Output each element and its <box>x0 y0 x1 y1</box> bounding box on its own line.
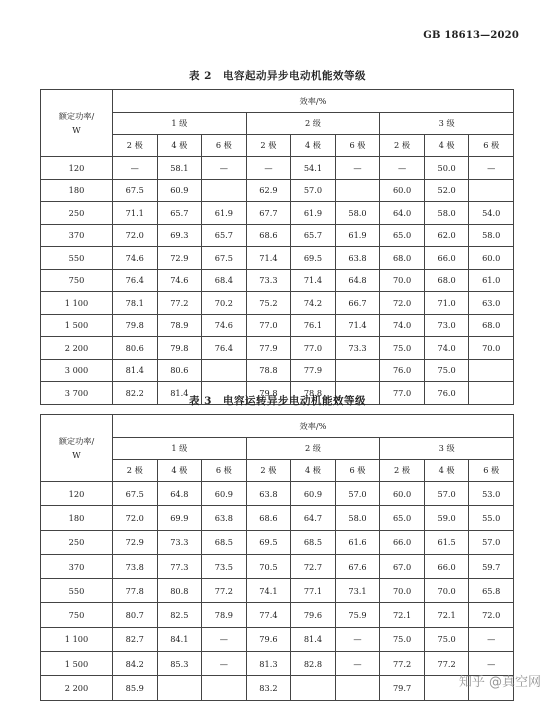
efficiency-cell: 85.9 <box>113 676 158 700</box>
efficiency-cell: 81.4 <box>113 359 158 382</box>
efficiency-cell: — <box>202 652 247 676</box>
rated-power-cell: 2 200 <box>41 337 113 360</box>
efficiency-cell: 73.0 <box>424 314 469 337</box>
efficiency-cell: 64.0 <box>380 202 425 225</box>
efficiency-cell: 60.0 <box>469 247 514 270</box>
table-row <box>41 530 514 554</box>
efficiency-cell <box>157 676 202 700</box>
efficiency-cell: 61.5 <box>424 530 469 554</box>
rated-power-cell: 750 <box>41 603 113 627</box>
efficiency-cell: 72.9 <box>157 247 202 270</box>
efficiency-cell: 84.2 <box>113 652 158 676</box>
grade-header: 2 级 <box>246 438 380 460</box>
pole-header: 2 极 <box>113 460 158 482</box>
efficiency-cell: 79.8 <box>246 382 291 405</box>
efficiency-cell: 62.0 <box>424 224 469 247</box>
efficiency-cell: — <box>202 157 247 180</box>
efficiency-cell: 70.5 <box>246 554 291 578</box>
efficiency-cell: 71.4 <box>335 314 380 337</box>
efficiency-cell: 67.6 <box>335 554 380 578</box>
efficiency-cell: 77.9 <box>291 359 336 382</box>
efficiency-cell: 65.0 <box>380 224 425 247</box>
efficiency-cell: — <box>469 627 514 651</box>
rated-power-cell: 750 <box>41 269 113 292</box>
efficiency-cell: 65.7 <box>291 224 336 247</box>
efficiency-cell: 67.5 <box>202 247 247 270</box>
efficiency-cell: 81.4 <box>291 627 336 651</box>
pole-header: 4 极 <box>157 460 202 482</box>
pole-header: 6 极 <box>202 135 247 157</box>
efficiency-cell: 82.7 <box>113 627 158 651</box>
efficiency-cell: 72.0 <box>469 603 514 627</box>
table3-efficiency-grades <box>40 414 514 701</box>
efficiency-cell: 68.6 <box>246 506 291 530</box>
efficiency-cell: 58.0 <box>335 202 380 225</box>
table-row <box>41 506 514 530</box>
efficiency-cell: 67.0 <box>380 554 425 578</box>
efficiency-cell: 59.7 <box>469 554 514 578</box>
efficiency-cell: — <box>335 652 380 676</box>
efficiency-cell: — <box>335 157 380 180</box>
efficiency-cell <box>469 359 514 382</box>
efficiency-cell: 57.0 <box>424 482 469 506</box>
grade-header: 3 级 <box>380 113 514 135</box>
table-row <box>41 224 514 247</box>
efficiency-cell: 69.5 <box>246 530 291 554</box>
efficiency-cell: 59.0 <box>424 506 469 530</box>
efficiency-cell: 81.4 <box>157 382 202 405</box>
efficiency-cell: 73.5 <box>202 554 247 578</box>
efficiency-cell: 77.0 <box>246 314 291 337</box>
efficiency-cell: 65.8 <box>469 579 514 603</box>
efficiency-cell: 63.8 <box>246 482 291 506</box>
table-row <box>41 269 514 292</box>
efficiency-cell <box>335 179 380 202</box>
efficiency-cell <box>202 359 247 382</box>
efficiency-cell: 67.5 <box>113 179 158 202</box>
efficiency-cell: 68.0 <box>424 269 469 292</box>
efficiency-cell: 54.0 <box>469 202 514 225</box>
efficiency-cell: 76.4 <box>113 269 158 292</box>
efficiency-cell: 74.1 <box>246 579 291 603</box>
efficiency-cell: 70.0 <box>380 269 425 292</box>
efficiency-cell: 80.8 <box>157 579 202 603</box>
grade-header: 1 级 <box>113 438 247 460</box>
table-row <box>41 359 514 382</box>
rated-power-cell: 3 000 <box>41 359 113 382</box>
efficiency-cell: 63.8 <box>335 247 380 270</box>
pole-header: 4 极 <box>291 135 336 157</box>
table2-efficiency-grades <box>40 89 514 405</box>
efficiency-cell: 62.9 <box>246 179 291 202</box>
grade-header: 2 级 <box>246 113 380 135</box>
efficiency-cell: 60.9 <box>291 482 336 506</box>
efficiency-cell: 61.9 <box>335 224 380 247</box>
efficiency-cell: 80.6 <box>113 337 158 360</box>
table-row <box>41 482 514 506</box>
table-row <box>41 292 514 315</box>
efficiency-cell: 72.0 <box>380 292 425 315</box>
efficiency-cell: 71.4 <box>246 247 291 270</box>
efficiency-cell: 71.4 <box>291 269 336 292</box>
efficiency-cell: 75.9 <box>335 603 380 627</box>
pole-header: 2 极 <box>380 135 425 157</box>
pole-header: 6 极 <box>202 460 247 482</box>
table3-title: 表 3 电容运转异步电动机能效等级 <box>189 395 366 407</box>
efficiency-cell: 58.1 <box>157 157 202 180</box>
efficiency-cell: 82.5 <box>157 603 202 627</box>
rated-power-cell: 550 <box>41 247 113 270</box>
efficiency-header: 效率/% <box>113 90 514 113</box>
efficiency-cell: 74.6 <box>113 247 158 270</box>
efficiency-cell: 64.7 <box>291 506 336 530</box>
efficiency-cell: 78.9 <box>202 603 247 627</box>
rated-power-cell: 120 <box>41 157 113 180</box>
efficiency-cell: 79.7 <box>380 676 425 700</box>
efficiency-cell: 73.3 <box>246 269 291 292</box>
rated-power-cell: 550 <box>41 579 113 603</box>
pole-header: 2 极 <box>246 135 291 157</box>
efficiency-cell: 72.0 <box>113 224 158 247</box>
efficiency-cell: 74.6 <box>157 269 202 292</box>
efficiency-cell: 57.0 <box>469 530 514 554</box>
efficiency-cell: 60.9 <box>157 179 202 202</box>
efficiency-cell: 63.0 <box>469 292 514 315</box>
efficiency-cell: 71.0 <box>424 292 469 315</box>
efficiency-cell <box>335 676 380 700</box>
efficiency-cell: 53.0 <box>469 482 514 506</box>
efficiency-cell: — <box>113 157 158 180</box>
efficiency-cell <box>202 676 247 700</box>
pole-header: 4 极 <box>424 135 469 157</box>
efficiency-cell: 75.0 <box>380 337 425 360</box>
efficiency-cell: 57.0 <box>291 179 336 202</box>
efficiency-cell: 77.4 <box>246 603 291 627</box>
efficiency-cell: — <box>246 157 291 180</box>
table2-title: 表 2 电容起动异步电动机能效等级 <box>189 70 366 82</box>
efficiency-cell: 72.1 <box>424 603 469 627</box>
pole-header: 4 极 <box>424 460 469 482</box>
efficiency-cell: 58.0 <box>469 224 514 247</box>
efficiency-cell: 82.2 <box>113 382 158 405</box>
efficiency-cell: 69.3 <box>157 224 202 247</box>
efficiency-cell: 67.7 <box>246 202 291 225</box>
efficiency-cell: 69.9 <box>157 506 202 530</box>
efficiency-cell: 77.1 <box>291 579 336 603</box>
efficiency-cell: 79.8 <box>113 314 158 337</box>
efficiency-cell: 57.0 <box>335 482 380 506</box>
efficiency-cell: 77.0 <box>291 337 336 360</box>
efficiency-cell: 64.8 <box>157 482 202 506</box>
efficiency-cell: 72.9 <box>113 530 158 554</box>
efficiency-cell: 77.8 <box>113 579 158 603</box>
rated-power-cell: 1 500 <box>41 314 113 337</box>
efficiency-cell: 78.8 <box>246 359 291 382</box>
efficiency-cell: 73.3 <box>157 530 202 554</box>
efficiency-cell: 61.9 <box>291 202 336 225</box>
rated-power-cell: 1 100 <box>41 627 113 651</box>
efficiency-cell: 60.9 <box>202 482 247 506</box>
efficiency-cell: 76.0 <box>380 359 425 382</box>
grade-header: 3 级 <box>380 438 514 460</box>
pole-header: 6 极 <box>335 460 380 482</box>
rated-power-cell: 180 <box>41 506 113 530</box>
efficiency-cell: 79.8 <box>157 337 202 360</box>
efficiency-header: 效率/% <box>113 415 514 438</box>
efficiency-cell: 77.0 <box>380 382 425 405</box>
efficiency-cell: 74.2 <box>291 292 336 315</box>
efficiency-cell: 68.6 <box>246 224 291 247</box>
efficiency-cell: 60.0 <box>380 482 425 506</box>
efficiency-cell: 60.0 <box>380 179 425 202</box>
grade-header: 1 级 <box>113 113 247 135</box>
efficiency-cell: 75.0 <box>424 627 469 651</box>
efficiency-cell: 68.0 <box>469 314 514 337</box>
efficiency-cell: 80.6 <box>157 359 202 382</box>
rated-power-cell: 3 700 <box>41 382 113 405</box>
efficiency-cell: 79.6 <box>291 603 336 627</box>
efficiency-cell: 61.0 <box>469 269 514 292</box>
efficiency-cell: 75.0 <box>380 627 425 651</box>
efficiency-cell: 85.3 <box>157 652 202 676</box>
efficiency-cell: 58.0 <box>335 506 380 530</box>
efficiency-cell: 61.9 <box>202 202 247 225</box>
efficiency-cell: 78.8 <box>291 382 336 405</box>
efficiency-cell: 54.1 <box>291 157 336 180</box>
efficiency-cell: 70.0 <box>469 337 514 360</box>
pole-header: 4 极 <box>157 135 202 157</box>
efficiency-cell: 72.1 <box>380 603 425 627</box>
efficiency-cell: 74.0 <box>424 337 469 360</box>
efficiency-cell: 68.5 <box>291 530 336 554</box>
efficiency-cell: 74.6 <box>202 314 247 337</box>
table-row <box>41 652 514 676</box>
efficiency-cell: 75.2 <box>246 292 291 315</box>
efficiency-cell <box>335 359 380 382</box>
efficiency-cell: 71.1 <box>113 202 158 225</box>
table-row <box>41 202 514 225</box>
efficiency-cell: 76.1 <box>291 314 336 337</box>
efficiency-cell: 77.2 <box>202 579 247 603</box>
standard-code: GB 18613—2020 <box>423 30 519 41</box>
efficiency-cell: 73.1 <box>335 579 380 603</box>
rated-power-cell: 1 500 <box>41 652 113 676</box>
efficiency-cell: 80.7 <box>113 603 158 627</box>
efficiency-cell: 65.0 <box>380 506 425 530</box>
efficiency-cell: 68.0 <box>380 247 425 270</box>
efficiency-cell: 65.7 <box>202 224 247 247</box>
efficiency-cell: 76.4 <box>202 337 247 360</box>
table-row <box>41 337 514 360</box>
efficiency-cell: 63.8 <box>202 506 247 530</box>
efficiency-cell: 66.0 <box>380 530 425 554</box>
table-row <box>41 247 514 270</box>
efficiency-cell: — <box>335 627 380 651</box>
rated-power-cell: 250 <box>41 530 113 554</box>
efficiency-cell: 84.1 <box>157 627 202 651</box>
efficiency-cell: 70.0 <box>424 579 469 603</box>
efficiency-cell: 77.2 <box>380 652 425 676</box>
pole-header: 2 极 <box>113 135 158 157</box>
rated-power-cell: 370 <box>41 554 113 578</box>
efficiency-cell: 68.4 <box>202 269 247 292</box>
efficiency-cell: 69.5 <box>291 247 336 270</box>
table-row <box>41 676 514 700</box>
pole-header: 6 极 <box>469 135 514 157</box>
efficiency-cell: 68.5 <box>202 530 247 554</box>
efficiency-cell: — <box>380 157 425 180</box>
efficiency-cell: 83.2 <box>246 676 291 700</box>
watermark-text: 知乎 @真空网 <box>458 675 541 690</box>
efficiency-cell: 73.3 <box>335 337 380 360</box>
efficiency-cell: 76.0 <box>424 382 469 405</box>
efficiency-cell: 77.3 <box>157 554 202 578</box>
table-row <box>41 554 514 578</box>
rated-power-cell: 250 <box>41 202 113 225</box>
pole-header: 6 极 <box>469 460 514 482</box>
efficiency-cell: 72.7 <box>291 554 336 578</box>
pole-header: 2 极 <box>380 460 425 482</box>
efficiency-cell: 78.1 <box>113 292 158 315</box>
efficiency-cell: — <box>202 627 247 651</box>
efficiency-cell: 77.2 <box>157 292 202 315</box>
efficiency-cell: 72.0 <box>113 506 158 530</box>
table-row <box>41 579 514 603</box>
efficiency-cell: 70.2 <box>202 292 247 315</box>
efficiency-cell: 81.3 <box>246 652 291 676</box>
efficiency-cell: 78.9 <box>157 314 202 337</box>
efficiency-cell: 65.7 <box>157 202 202 225</box>
table-row <box>41 314 514 337</box>
efficiency-cell: 66.0 <box>424 247 469 270</box>
efficiency-cell: 75.0 <box>424 359 469 382</box>
rated-power-cell: 370 <box>41 224 113 247</box>
rated-power-cell: 1 100 <box>41 292 113 315</box>
efficiency-cell: 55.0 <box>469 506 514 530</box>
efficiency-cell: 67.5 <box>113 482 158 506</box>
rated-power-cell: 180 <box>41 179 113 202</box>
rated-power-cell: 120 <box>41 482 113 506</box>
efficiency-cell: 77.9 <box>246 337 291 360</box>
table-row <box>41 157 514 180</box>
efficiency-cell: 66.0 <box>424 554 469 578</box>
efficiency-cell <box>291 676 336 700</box>
pole-header: 6 极 <box>335 135 380 157</box>
efficiency-cell: — <box>469 652 514 676</box>
table-row <box>41 627 514 651</box>
efficiency-cell: 79.6 <box>246 627 291 651</box>
efficiency-cell: 64.8 <box>335 269 380 292</box>
rated-power-header: 额定功率/ W <box>41 90 113 157</box>
efficiency-cell: 66.7 <box>335 292 380 315</box>
rated-power-cell: 2 200 <box>41 676 113 700</box>
efficiency-cell <box>469 179 514 202</box>
efficiency-cell: 77.2 <box>424 652 469 676</box>
efficiency-cell: 82.8 <box>291 652 336 676</box>
efficiency-cell: — <box>469 157 514 180</box>
efficiency-cell: 52.0 <box>424 179 469 202</box>
table-row <box>41 603 514 627</box>
efficiency-cell: 73.8 <box>113 554 158 578</box>
pole-header: 4 极 <box>291 460 336 482</box>
efficiency-cell: 70.0 <box>380 579 425 603</box>
table-row <box>41 179 514 202</box>
efficiency-cell: 61.6 <box>335 530 380 554</box>
efficiency-cell: 58.0 <box>424 202 469 225</box>
rated-power-header: 额定功率/ W <box>41 415 113 482</box>
efficiency-cell: 74.0 <box>380 314 425 337</box>
pole-header: 2 极 <box>246 460 291 482</box>
efficiency-cell <box>202 179 247 202</box>
efficiency-cell: 50.0 <box>424 157 469 180</box>
